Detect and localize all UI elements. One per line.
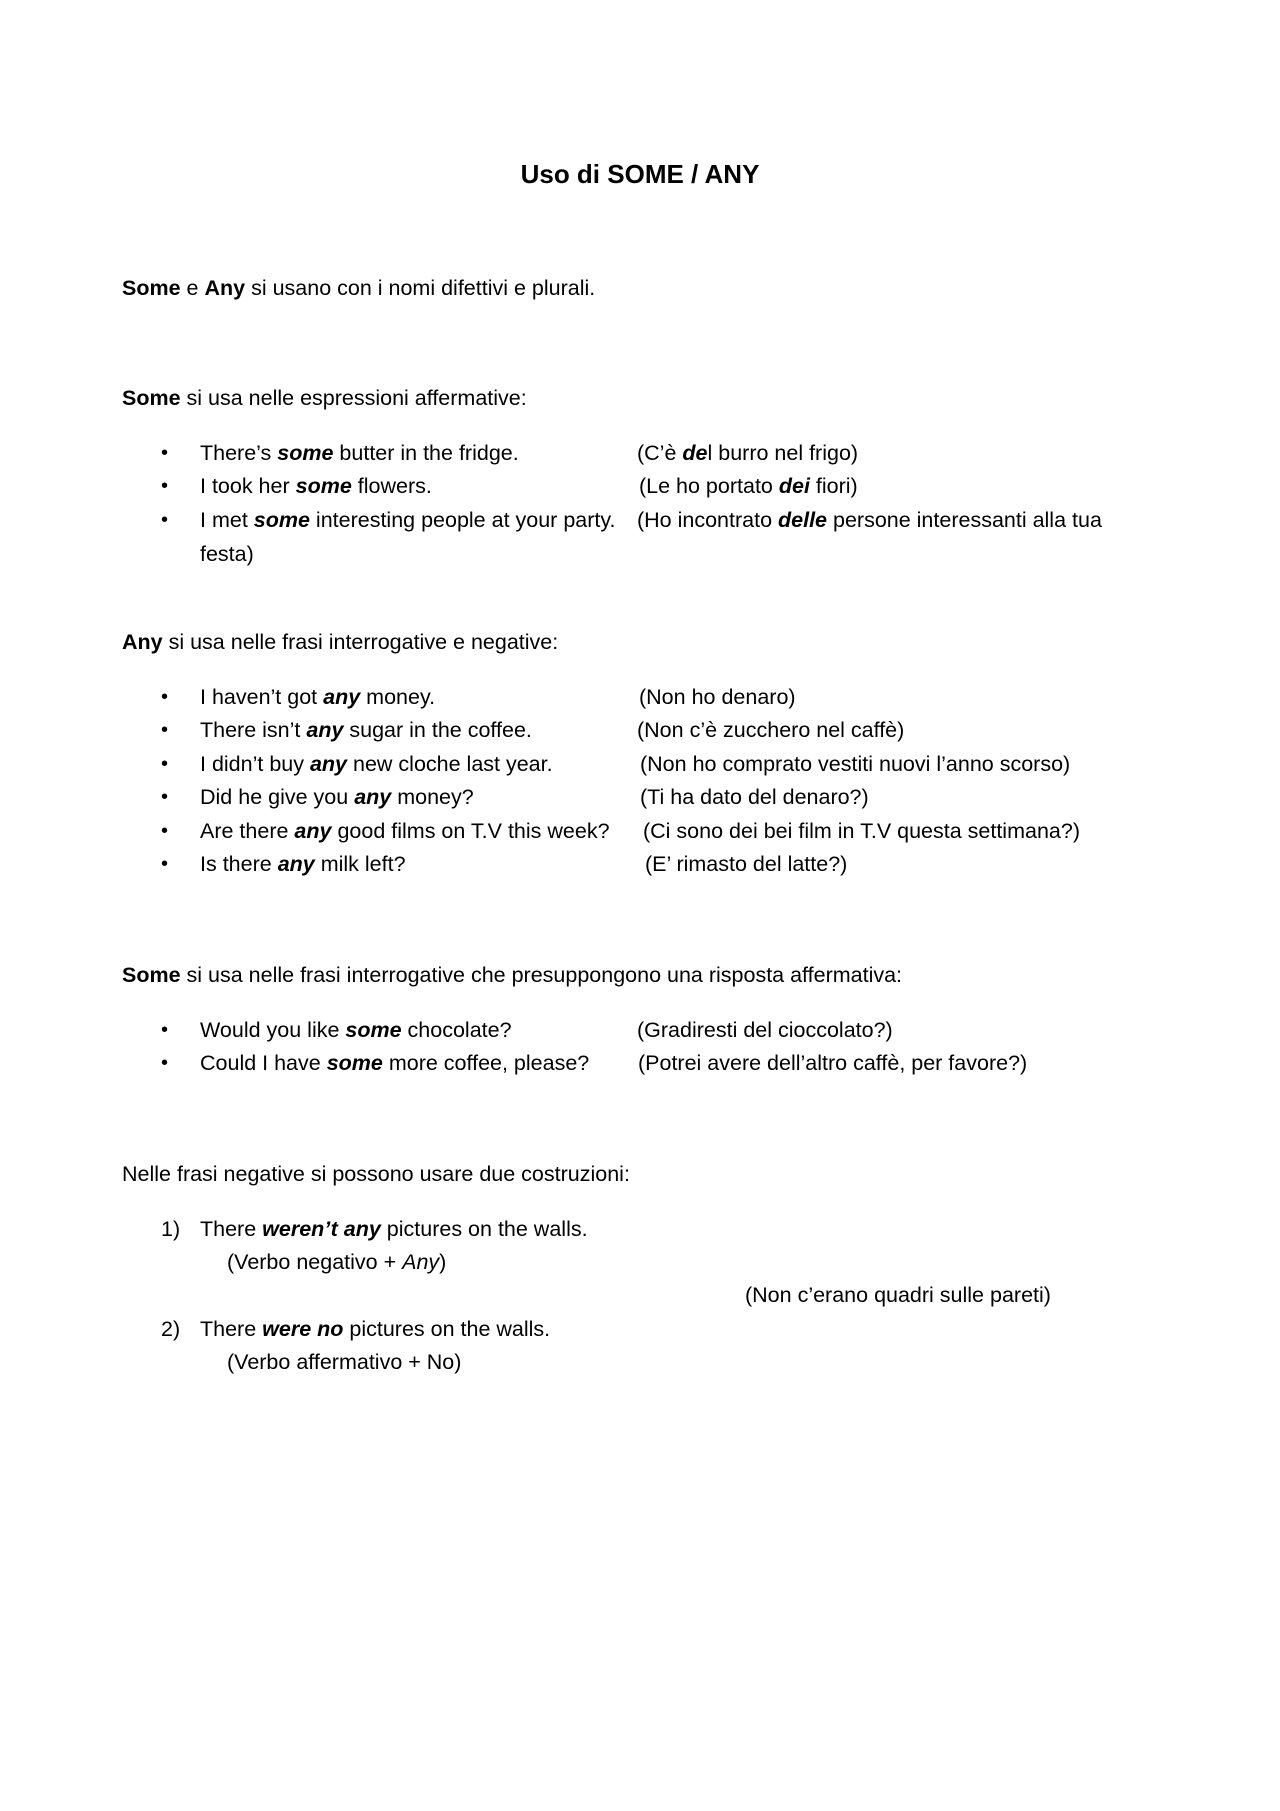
bullet-icon: • xyxy=(161,686,169,708)
list-item-translation-continued: festa) xyxy=(200,542,254,566)
list-item-translation: (Le ho portato dei fiori) xyxy=(639,474,858,498)
list-number: 1) xyxy=(161,1217,181,1241)
section-heading-some-questions xyxy=(122,962,902,988)
list-item-example: I haven’t got any money. xyxy=(200,685,436,709)
list-item-example: I took her some flowers. xyxy=(200,474,432,498)
bullet-icon: • xyxy=(161,1019,169,1041)
bullet-icon: • xyxy=(161,509,169,531)
list-item-translation: (E’ rimasto del latte?) xyxy=(645,852,848,876)
page-title: Uso di SOME / ANY xyxy=(520,159,760,189)
list-item-translation: (Potrei avere dell’altro caffè, per favore?) xyxy=(638,1051,1028,1075)
bullet-icon: • xyxy=(161,753,169,775)
heading-text: si usa nelle frasi interrogative e negative: xyxy=(162,630,559,654)
heading-keyword: Some xyxy=(122,963,181,987)
intro-some: Some xyxy=(122,276,181,300)
bullet-icon: • xyxy=(161,475,169,497)
list-item-example: There were no pictures on the walls. xyxy=(200,1317,551,1341)
intro-any: Any xyxy=(204,276,246,300)
section-heading-affirmative xyxy=(122,385,527,411)
heading-keyword: Any xyxy=(122,630,163,654)
construction-note: (Verbo affermativo + No) xyxy=(227,1350,462,1374)
list-item-translation: (Non ho comprato vestiti nuovi l’anno scorso) xyxy=(640,752,1071,776)
heading-text: si usa nelle espressioni affermative: xyxy=(180,386,527,410)
list-item-example: Would you like some chocolate? xyxy=(200,1018,512,1042)
bullet-icon: • xyxy=(161,786,169,808)
bullet-icon: • xyxy=(161,442,169,464)
list-item-translation: (Non c’è zucchero nel caffè) xyxy=(637,718,905,742)
shared-translation: (Non c’erano quadri sulle pareti) xyxy=(745,1283,1051,1307)
list-item-example: There weren’t any pictures on the walls. xyxy=(200,1217,588,1241)
list-item-translation: (Ci sono dei bei film in T.V questa settimana?) xyxy=(643,819,1080,843)
bullet-icon: • xyxy=(161,1052,169,1074)
intro-rest: si usano con i nomi difettivi e plurali. xyxy=(245,276,596,300)
list-item-translation: (Ho incontrato delle persone interessanti alla tua xyxy=(637,508,1102,532)
intro-paragraph xyxy=(122,275,595,301)
list-item-example: I met some interesting people at your party. xyxy=(200,508,616,532)
list-item-translation: (C’è del burro nel frigo) xyxy=(637,441,859,465)
list-item-example: Could I have some more coffee, please? xyxy=(200,1051,590,1075)
list-item-example: There’s some butter in the fridge. xyxy=(200,441,519,465)
list-item-translation: (Non ho denaro) xyxy=(639,685,796,709)
list-item-example: I didn’t buy any new cloche last year. xyxy=(200,752,553,776)
bullet-icon: • xyxy=(161,853,169,875)
section-heading-any xyxy=(122,629,558,655)
list-item-translation: (Ti ha dato del denaro?) xyxy=(640,785,869,809)
list-item-example: Is there any milk left? xyxy=(200,852,406,876)
list-item-example: There isn’t any sugar in the coffee. xyxy=(200,718,532,742)
bullet-icon: • xyxy=(161,820,169,842)
heading-keyword: Some xyxy=(122,386,181,410)
heading-text: si usa nelle frasi interrogative che presuppongono una risposta affermativa: xyxy=(180,963,903,987)
intro-e: e xyxy=(180,276,205,300)
list-item-translation: (Gradiresti del cioccolato?) xyxy=(637,1018,893,1042)
bullet-icon: • xyxy=(161,719,169,741)
section-heading-negative: Nelle frasi negative si possono usare due costruzioni: xyxy=(122,1162,630,1186)
list-item-example: Are there any good films on T.V this week? xyxy=(200,819,610,843)
construction-note: (Verbo negativo + Any) xyxy=(227,1250,447,1274)
list-item-example: Did he give you any money? xyxy=(200,785,474,809)
list-number: 2) xyxy=(161,1317,181,1341)
